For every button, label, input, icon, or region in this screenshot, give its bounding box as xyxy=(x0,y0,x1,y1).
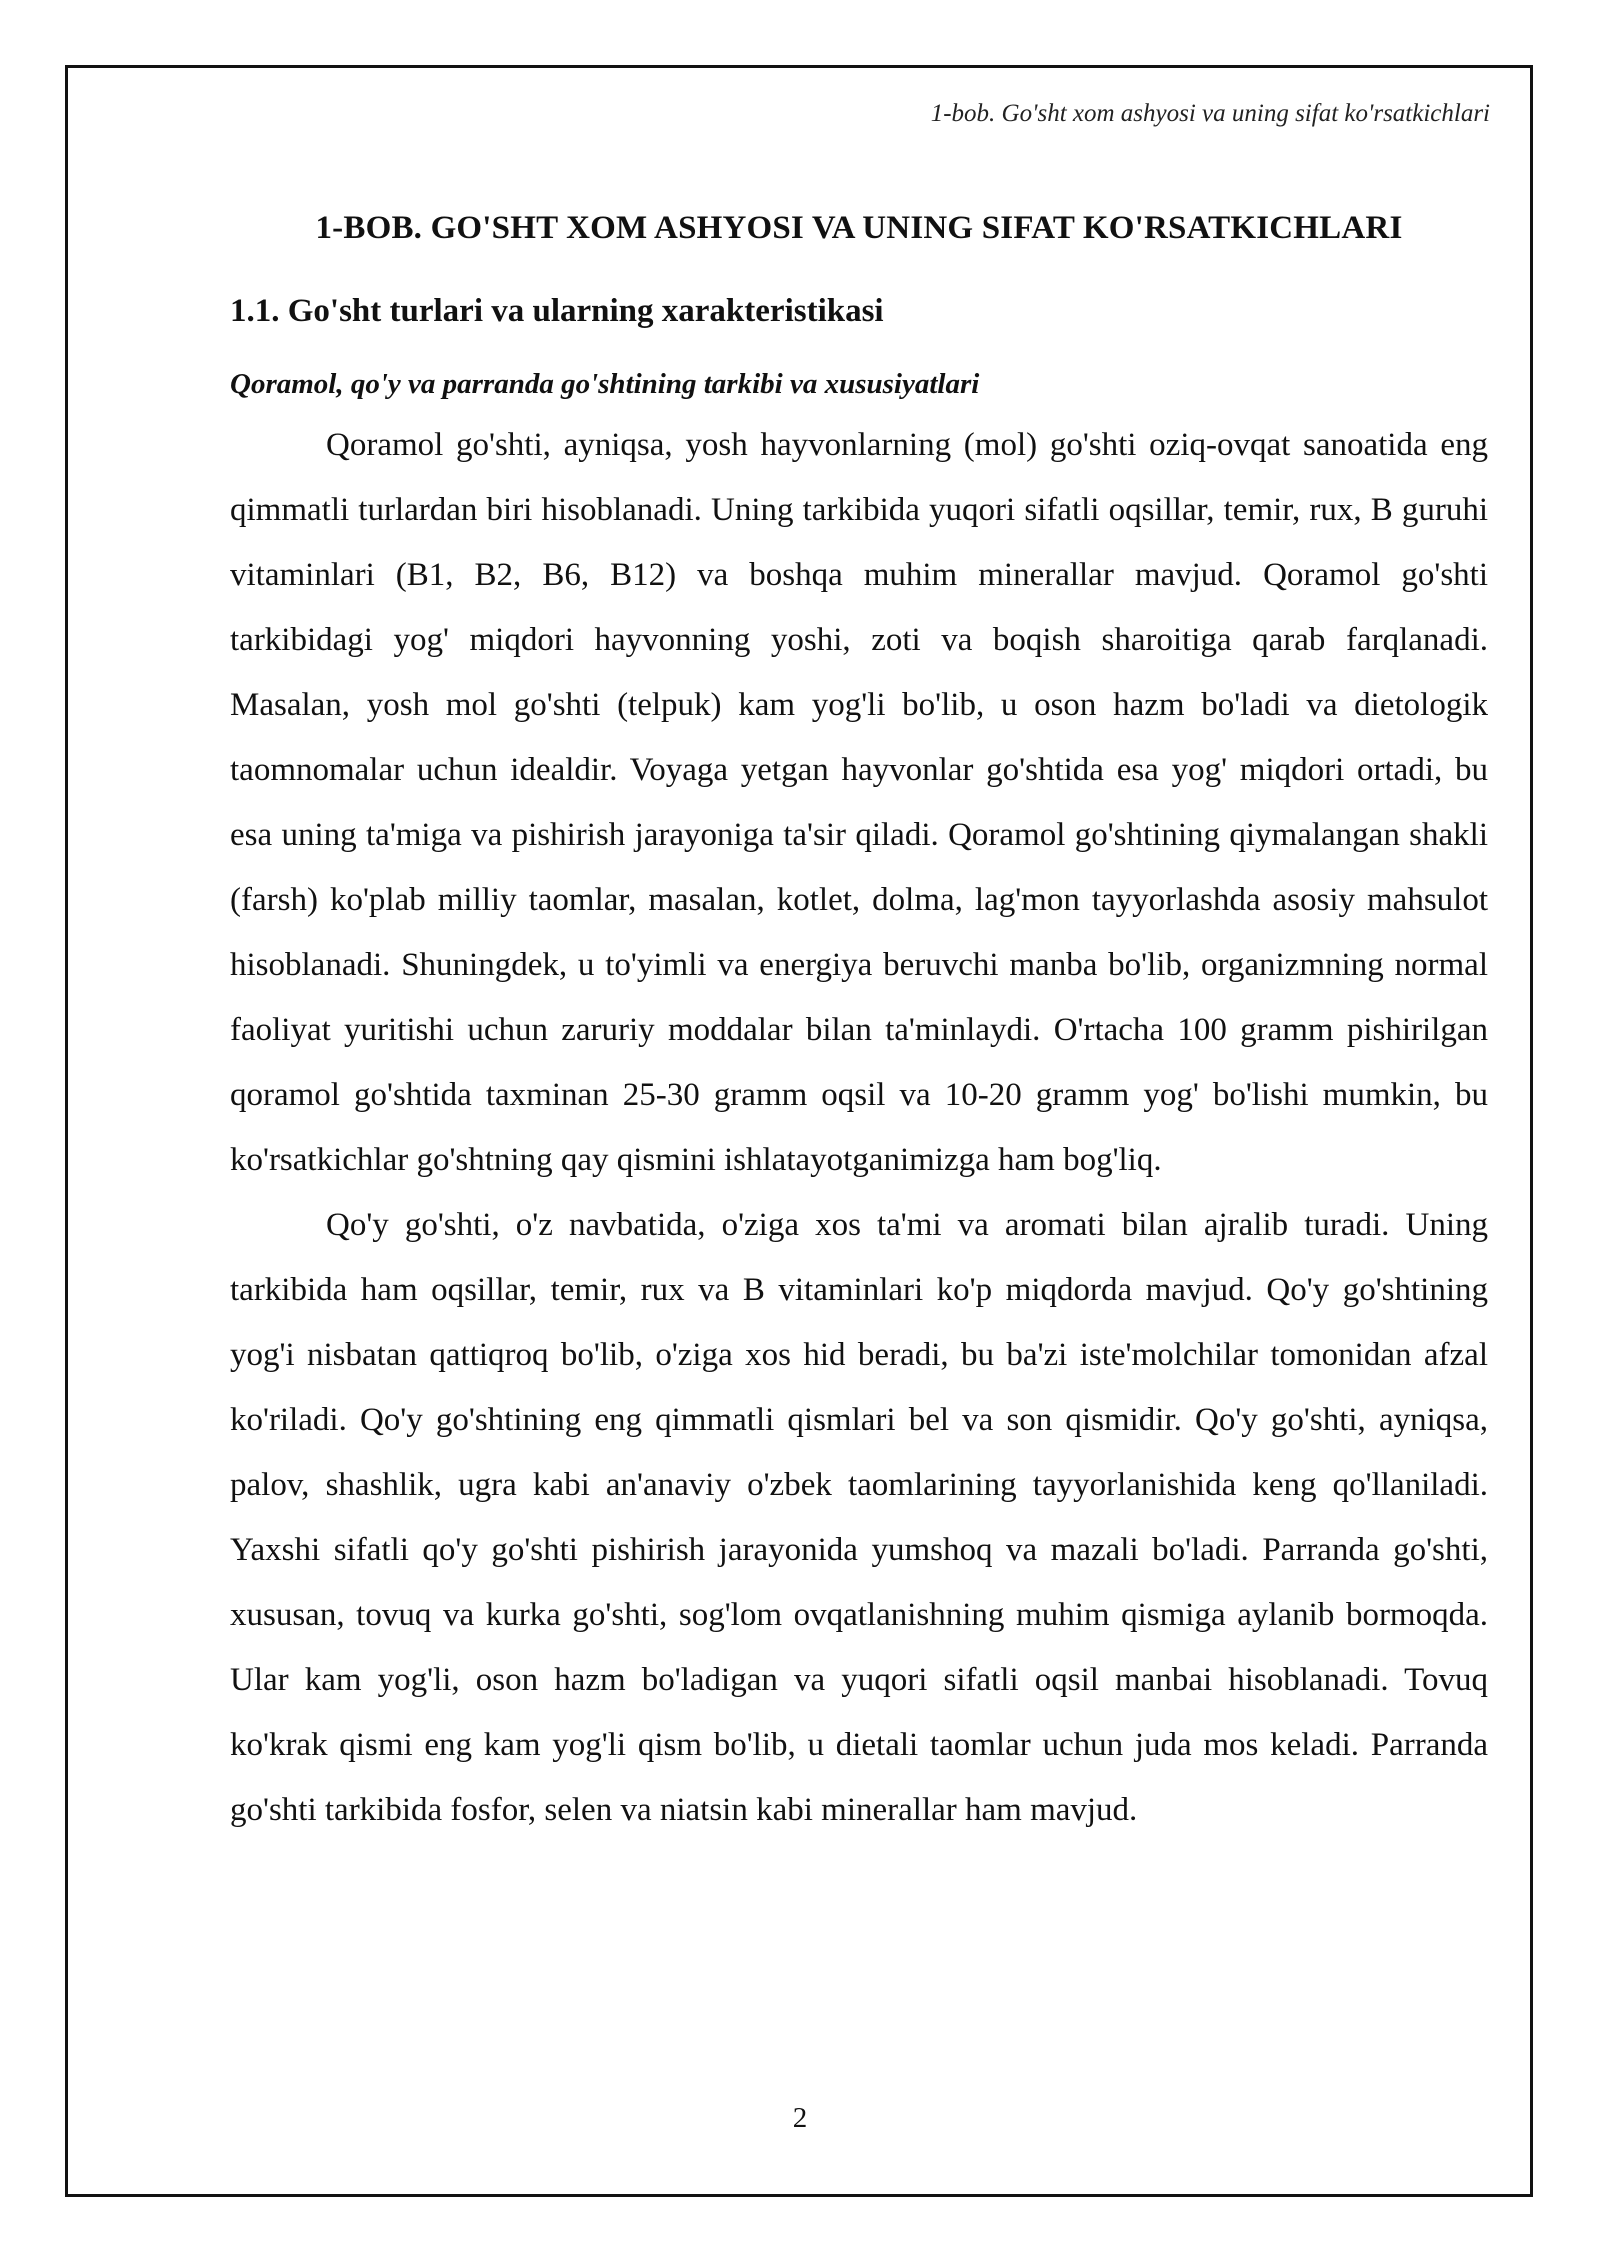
subsection-title: Qoramol, qo'y va parranda go'shtining tarkibi va xususiyatlari xyxy=(230,368,980,400)
page-number: 2 xyxy=(792,2102,808,2134)
running-header: 1-bob. Go'sht xom ashyosi va uning sifat ko'rsatkichlari xyxy=(930,100,1490,127)
chapter-title: 1-BOB. GO'SHT XOM ASHYOSI VA UNING SIFAT KO'RSATKICHLARI xyxy=(315,210,1403,246)
document-body xyxy=(230,210,1488,1843)
section-title: 1.1. Go'sht turlari va ularning xarakteristikasi xyxy=(230,293,884,329)
body-paragraph: Qo'y go'shti, o'z navbatida, o'ziga xos ta'mi va aromati bilan ajralib turadi. Uning tarkibida ham oqsillar, temir, rux va B vitaminlari ko'p miqdorda mavjud. Qo'y go'shtining yog'i nisbatan qattiqroq bo'lib, o'ziga xos hid beradi, bu ba'zi iste'molchilar tomonidan afzal ko'riladi. Qo'y go'shtining eng qimmatli qismlari bel va son qismidir. Qo'y go'shti, ayniqsa, palov, shashlik, ugra kabi an'anaviy o'zbek taomlarining tayyorlanishida keng qo'llaniladi. Yaxshi sifatli qo'y go'shti pishirish jarayonida yumshoq va mazali bo'ladi. Parranda go'shti, xususan, tovuq va kurka go'shti, sog'lom ovqatlanishning muhim qismiga aylanib bormoqda. Ular kam yog'li, oson hazm bo'ladigan va yuqori sifatli oqsil manbai hisoblanadi. Tovuq ko'krak qismi eng kam yog'li qism bo'lib, u dietali taomlar uchun juda mos keladi. Parranda go'shti tarkibida fosfor, selen va niatsin kabi minerallar ham mavjud. xyxy=(230,1207,1488,1828)
body-paragraph: Qoramol go'shti, ayniqsa, yosh hayvonlarning (mol) go'shti oziq-ovqat sanoatida eng qimmatli turlardan biri hisoblanadi. Uning tarkibida yuqori sifatli oqsillar, temir, rux, B guruhi vitaminlari (B1, B2, B6, B12) va boshqa muhim minerallar mavjud. Qoramol go'shti tarkibidagi yog' miqdori hayvonning yoshi, zoti va boqish sharoitiga qarab farqlanadi. Masalan, yosh mol go'shti (telpuk) kam yog'li bo'lib, u oson hazm bo'ladi va dietologik taomnomalar uchun idealdir. Voyaga yetgan hayvonlar go'shtida esa yog' miqdori ortadi, bu esa uning ta'miga va pishirish jarayoniga ta'sir qiladi. Qoramol go'shtining qiymalangan shakli (farsh) ko'plab milliy taomlar, masalan, kotlet, dolma, lag'mon tayyorlashda asosiy mahsulot hisoblanadi. Shuningdek, u to'yimli va energiya beruvchi manba bo'lib, organizmning normal faoliyat yuritishi uchun zaruriy moddalar bilan ta'minlaydi. O'rtacha 100 gramm pishirilgan qoramol go'shtida taxminan 25-30 gramm oqsil va 10-20 gramm yog' bo'lishi mumkin, bu ko'rsatkichlar go'shtning qay qismini ishlatayotganimizga ham bog'liq. xyxy=(230,427,1488,1178)
